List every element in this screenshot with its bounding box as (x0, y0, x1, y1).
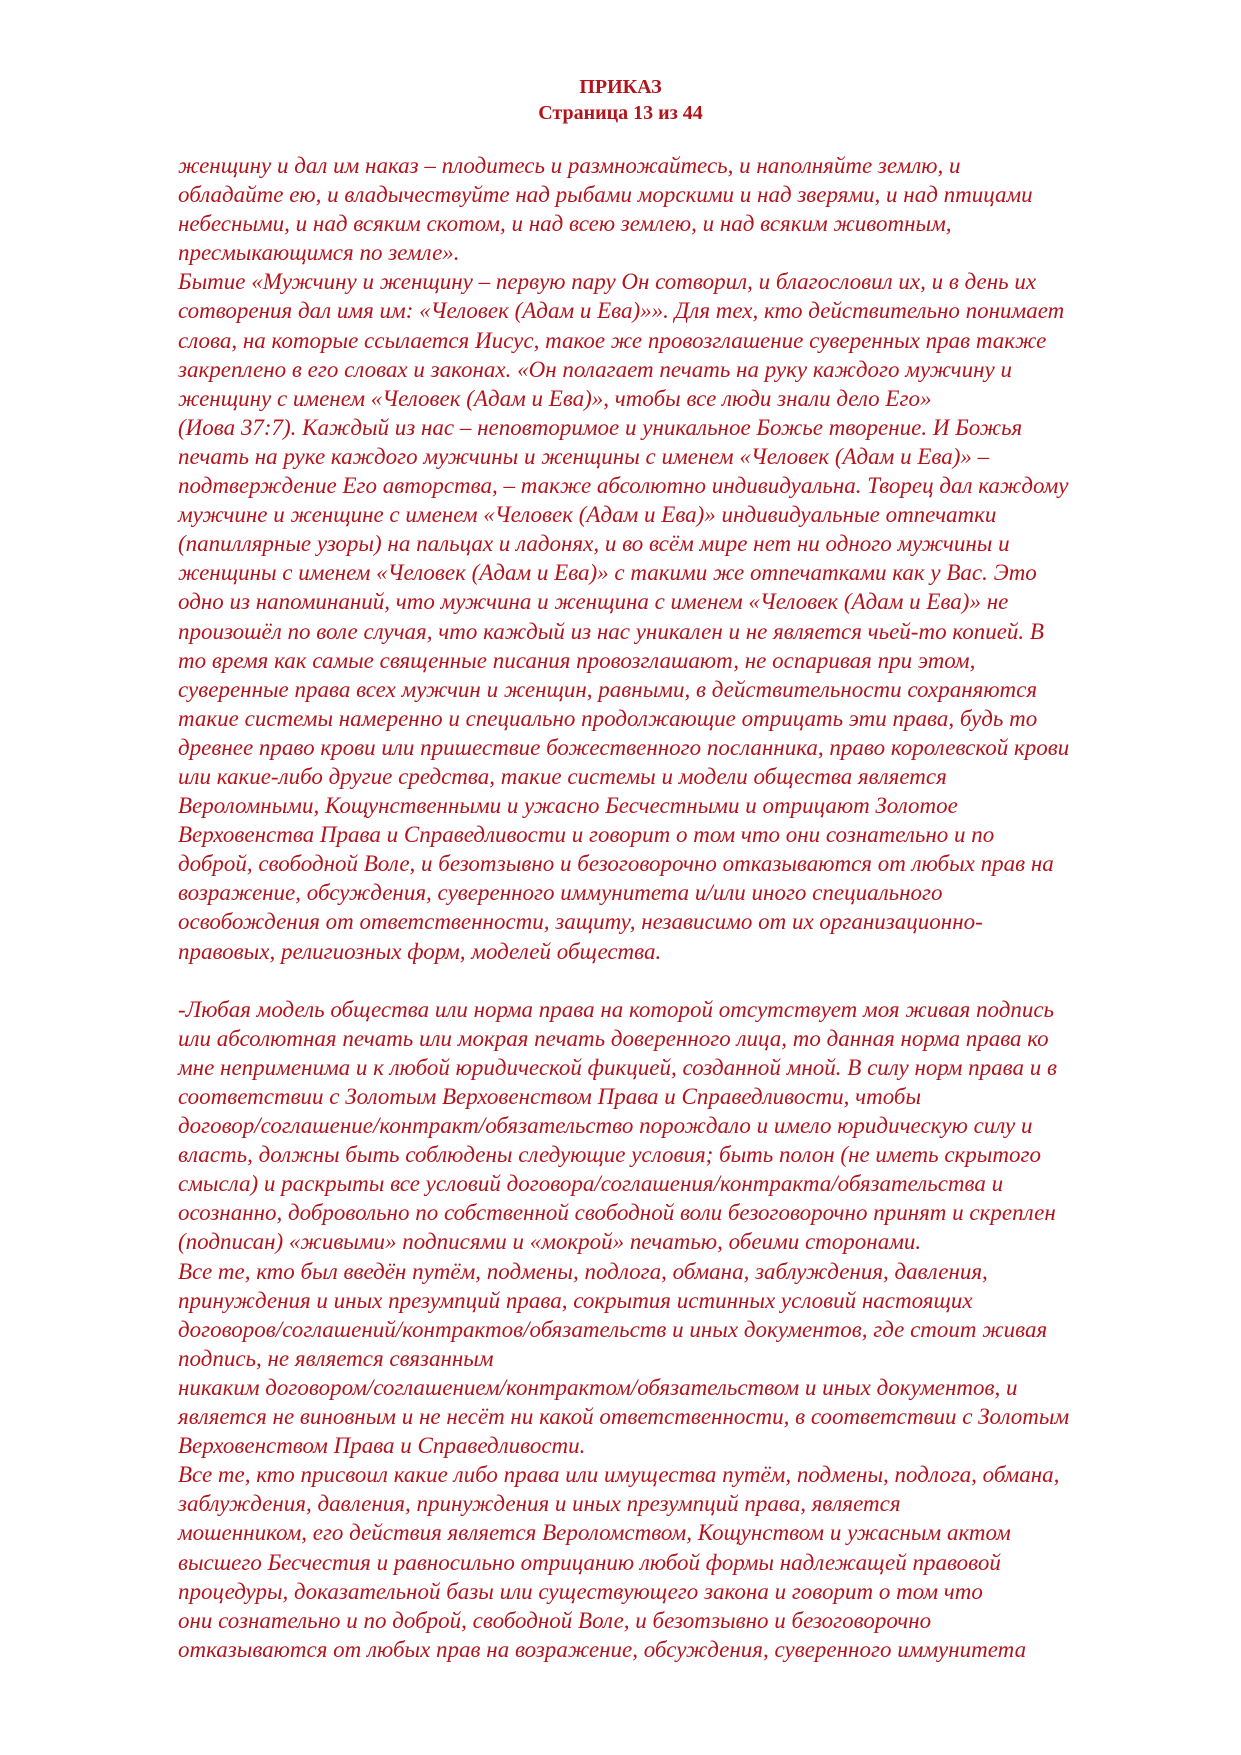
text-line: Бытие «Мужчину и женщину – первую пару Он сотворил, и благословил их, и в день их (178, 269, 1037, 295)
document-header (0, 74, 1241, 126)
text-line: договор/соглашение/контракт/обязательство порождало и имело юридическую силу и (178, 1113, 1033, 1139)
text-line: Верховенства Права и Справедливости и говорит о том что они сознательно и по (178, 822, 995, 848)
text-line: договоров/соглашений/контрактов/обязательств и иных документов, где стоит живая (178, 1316, 1048, 1342)
text-line: подпись, не является связанным (178, 1345, 494, 1371)
text-line: произошёл по воле случая, что каждый из нас уникален и не является чьей-то копией. В (178, 618, 1044, 644)
text-line: отказываются от любых прав на возражение, обсуждения, суверенного иммунитета (178, 1636, 1027, 1662)
text-line: обладайте ею, и владычествуйте над рыбами морскими и над зверями, и над птицами (178, 182, 1033, 208)
text-line: высшего Бесчестия и равносильно отрицанию любой формы надлежащей правовой (178, 1549, 1001, 1575)
text-line: процедуры, доказательной базы или существующего закона и говорит о том что (178, 1578, 983, 1604)
text-line: возражение, обсуждения, суверенного иммунитета и/или иного специального (178, 880, 943, 906)
text-line: одно из напоминаний, что мужчина и женщина с именем «Человек (Адам и Ева)» не (178, 589, 1009, 615)
text-line: женщину с именем «Человек (Адам и Ева)», чтобы все люди знали дело Его» (178, 385, 932, 411)
text-line: Все те, кто был введён путём, подмены, подлога, обмана, заблуждения, давления, (178, 1258, 988, 1284)
text-line: они сознательно и по доброй, свободной Воле, и безотзывно и безоговорочно (178, 1607, 932, 1633)
text-line: Вероломными, Кощунственными и ужасно Бесчестными и отрицают Золотое (178, 793, 958, 819)
text-line: соответствии с Золотым Верховенством Права и Справедливости, чтобы (178, 1084, 922, 1109)
text-line: никаким договором/соглашением/контрактом/обязательством и иных документов, и (178, 1374, 1018, 1400)
text-line: -Любая модель общества или норма права на которой отсутствует моя живая подпись (178, 996, 1055, 1022)
text-line: такие системы намеренно и специально продолжающие отрицать эти права, будь то (178, 705, 1038, 731)
text-line: принуждения и иных презумпций права, сокрытия истинных условий настоящих (178, 1287, 973, 1313)
text-line: Верховенством Права и Справедливости. (178, 1433, 586, 1459)
text-line: (Иова 37:7). Каждый из нас – неповторимое и уникальное Божье творение. И Божья (178, 414, 1023, 440)
paragraph-2 (178, 995, 1163, 1664)
paragraph-spacer (178, 966, 1163, 995)
text-line: подтверждение Его авторства, – также абсолютно индивидуальна. Творец дал каждому (178, 473, 1069, 499)
document-body (178, 151, 1163, 1664)
text-line: (подписан) «живыми» подписями и «мокрой» печатью, обеими сторонами. (178, 1229, 922, 1255)
text-line: мошенником, его действия является Вероломством, Кощунством и ужасным актом (178, 1520, 1011, 1546)
paragraph-1 (178, 151, 1163, 966)
text-line: суверенные права всех мужчин и женщин, равными, в действительности сохраняются (178, 676, 1038, 702)
text-line: освобождения от ответственности, защиту, независимо от их организационно- (178, 909, 983, 935)
text-line: или абсолютная печать или мокрая печать доверенного лица, то данная норма права ко (178, 1025, 1049, 1051)
text-line: Все те, кто присвоил какие либо права или имущества путём, подмены, подлога, обмана, (178, 1462, 1060, 1488)
text-line: женщину и дал им наказ – плодитесь и размножайтесь, и наполняйте землю, и (178, 153, 961, 178)
text-line: осознанно, добровольно по собственной свободной воли безоговорочно принят и скреплен (178, 1200, 1056, 1226)
text-line: пресмыкающимся по земле». (178, 240, 460, 266)
text-line: слова, на которые ссылается Иисус, такое же провозглашение суверенных прав также (178, 327, 1047, 353)
text-line: смысла) и раскрыты все условий договора/соглашения/контракта/обязательства и (178, 1171, 1004, 1197)
text-line: мне неприменима и к любой юридической фикцией, созданной мной. В силу норм права и в (178, 1054, 1057, 1080)
text-line: заблуждения, давления, принуждения и иных презумпций права, является (178, 1491, 901, 1517)
text-line: закреплено в его словах и законах. «Он полагает печать на руку каждого мужчину и (178, 356, 1013, 382)
text-line: небесными, и над всяким скотом, и над всею землею, и над всяким животным, (178, 211, 952, 237)
text-line: власть, должны быть соблюдены следующие условия; быть полон (не иметь скрытого (178, 1142, 1041, 1168)
page-number: Страница 13 из 44 (538, 102, 703, 124)
text-line: древнее право крови или пришествие божественного посланника, право королевской крови (178, 734, 1070, 760)
text-line: доброй, свободной Воле, и безотзывно и безоговорочно отказываются от любых прав на (178, 851, 1054, 877)
text-line: сотворения дал имя им: «Человек (Адам и Ева)»». Для тех, кто действительно понимает (178, 298, 1065, 324)
text-line: печать на руке каждого мужчины и женщины с именем «Человек (Адам и Ева)» – (178, 443, 990, 469)
text-line: женщины с именем «Человек (Адам и Ева)» с такими же отпечатками как у Вас. Это (178, 560, 1037, 586)
text-line: то время как самые священные писания провозглашают, не оспаривая при этом, (178, 647, 976, 673)
text-line: правовых, религиозных форм, моделей общества. (178, 938, 662, 964)
text-line: (папиллярные узоры) на пальцах и ладонях, и во всём мире нет ни одного мужчины и (178, 531, 1010, 557)
document-title: ПРИКАЗ (579, 76, 662, 98)
text-line: или какие-либо другие средства, такие системы и модели общества является (178, 763, 947, 789)
text-line: является не виновным и не несёт ни какой ответственности, в соответствии с Золотым (178, 1404, 1070, 1430)
text-line: мужчине и женщине с именем «Человек (Адам и Ева)» индивидуальные отпечатки (178, 502, 997, 528)
